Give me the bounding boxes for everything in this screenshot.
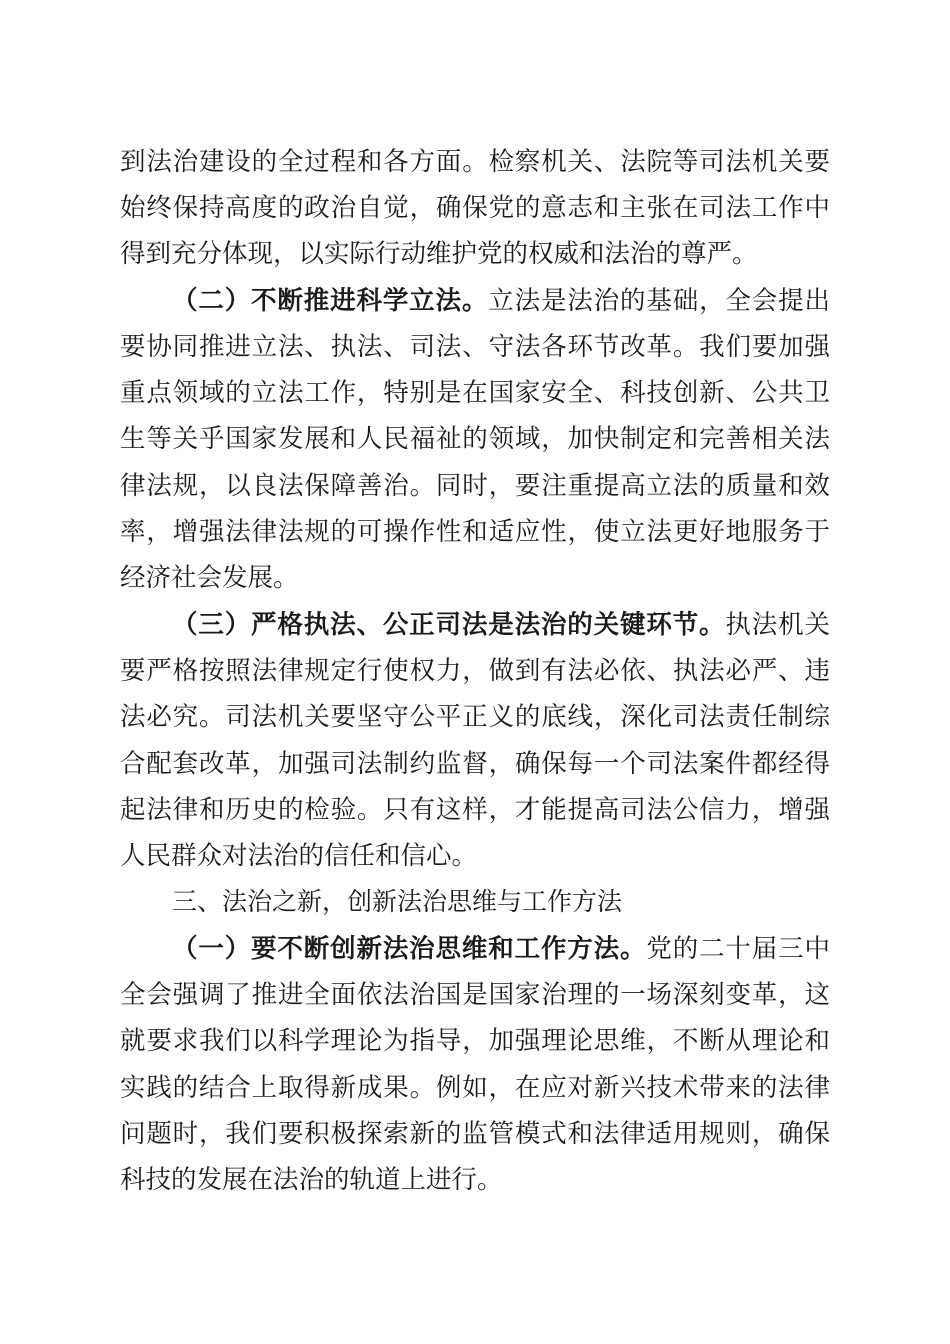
paragraph-3-line-3: 法必究。司法机关要坚守公平正义的底线，深化司法责任制综 [120, 702, 830, 732]
paragraph-4-line-4: 实践的结合上取得新成果。例如，在应对新兴技术带来的法律 [120, 1073, 830, 1103]
paragraph-4-line-2: 全会强调了推进全面依法治国是国家治理的一场深刻变革，这 [120, 980, 830, 1010]
paragraph-2-line-2: 要协同推进立法、执法、司法、守法各环节改革。我们要加强 [120, 332, 830, 362]
paragraph-4-line-1 [172, 929, 830, 969]
paragraph-3-lead: （三）严格执法、公正司法是法治的关键环节。 [172, 610, 726, 640]
paragraph-3-line-4: 合配套改革，加强司法制约监督，确保每一个司法案件都经得 [120, 749, 830, 779]
paragraph-4-line-3: 就要求我们以科学理论为指导，加强理论思维，不断从理论和 [120, 1026, 830, 1056]
paragraph-2-line-6: 率，增强法律法规的可操作性和适应性，使立法更好地服务于 [120, 517, 830, 547]
section-heading-3: 三、法治之新，创新法治思维与工作方法 [172, 887, 623, 916]
paragraph-2-line-1 [172, 281, 830, 321]
paragraph-2-line-7: 经济社会发展。 [120, 563, 299, 593]
paragraph-1-line-3: 得到充分体现，以实际行动维护党的权威和法治的尊严。 [120, 239, 758, 269]
paragraph-4-line-1-rest: 党的二十届三中 [646, 934, 830, 964]
paragraph-2-line-3: 重点领域的立法工作，特别是在国家安全、科技创新、公共卫 [120, 378, 830, 408]
paragraph-4-line-5: 问题时，我们要积极探索新的监管模式和法律适用规则，确保 [120, 1119, 830, 1149]
paragraph-1-line-2: 始终保持高度的政治自觉，确保党的意志和主张在司法工作中 [120, 193, 830, 223]
paragraph-3-line-2: 要严格按照法律规定行使权力，做到有法必依、执法必严、违 [120, 656, 830, 686]
paragraph-2-lead: （二）不断推进科学立法。 [172, 286, 489, 316]
paragraph-3-line-1 [172, 605, 830, 645]
paragraph-1-line-1: 到法治建设的全过程和各方面。检察机关、法院等司法机关要 [120, 147, 830, 177]
paragraph-3-line-1-rest: 执法机关 [725, 610, 830, 640]
paragraph-2-line-1-rest: 立法是法治的基础，全会提出 [488, 286, 830, 316]
paragraph-3-line-6: 人民群众对法治的信任和信心。 [120, 841, 478, 871]
paragraph-3-line-5: 起法律和历史的检验。只有这样，才能提高司法公信力，增强 [120, 795, 830, 825]
paragraph-4-line-6: 科技的发展在法治的轨道上进行。 [120, 1165, 503, 1195]
paragraph-2-line-5: 律法规，以良法保障善治。同时，要注重提高立法的质量和效 [120, 471, 830, 501]
paragraph-2-line-4: 生等关乎国家发展和人民福祉的领域，加快制定和完善相关法 [120, 424, 830, 454]
paragraph-4-lead: （一）要不断创新法治思维和工作方法。 [172, 934, 647, 964]
